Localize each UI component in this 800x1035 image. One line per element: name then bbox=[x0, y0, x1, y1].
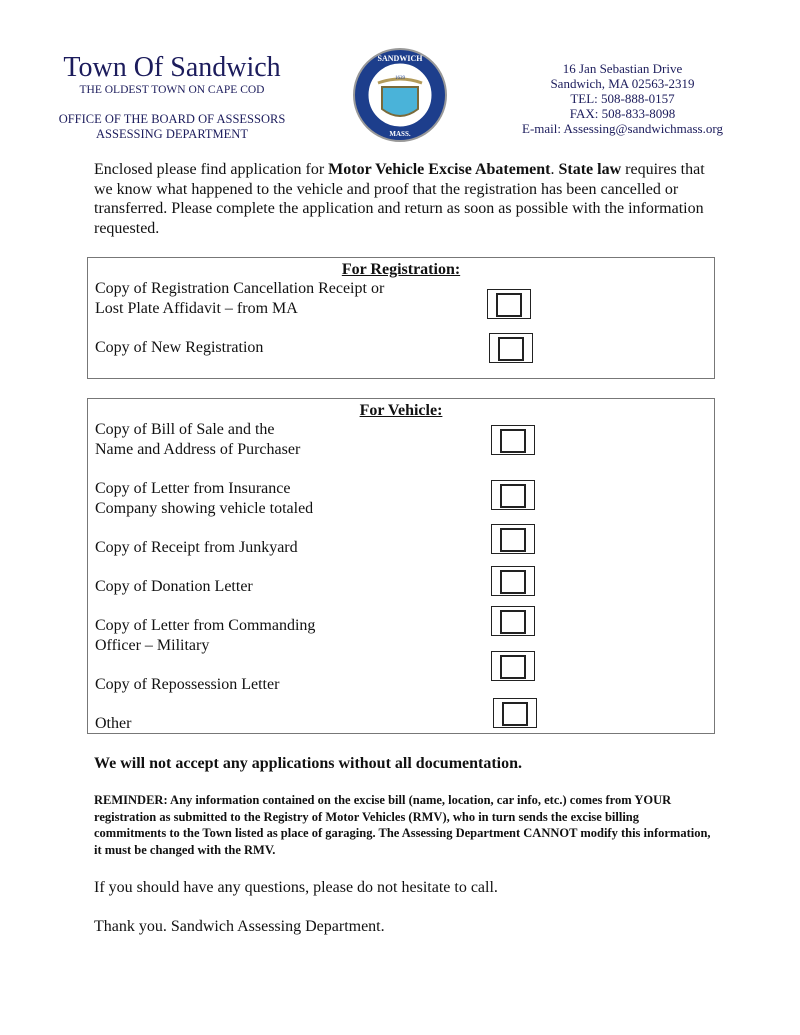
questions-text: If you should have any questions, please do not hesitate to call. bbox=[94, 879, 498, 896]
registration-section bbox=[87, 257, 715, 379]
checkbox-cancellation-receipt[interactable] bbox=[487, 289, 531, 319]
checkbox-donation-letter[interactable] bbox=[491, 566, 535, 596]
list-item: Copy of New Registration bbox=[95, 339, 264, 356]
town-seal-logo bbox=[352, 47, 448, 143]
list-item: Copy of Letter from Insurance Company showing vehicle totaled bbox=[95, 480, 314, 517]
checkbox-other[interactable] bbox=[493, 698, 537, 728]
department-name: ASSESSING DEPARTMENT bbox=[96, 127, 248, 141]
checkbox-insurance-letter[interactable] bbox=[491, 480, 535, 510]
thanks-text: Thank you. Sandwich Assessing Department. bbox=[94, 918, 385, 935]
office-name: OFFICE OF THE BOARD OF ASSESSORS bbox=[58, 112, 286, 126]
checkbox-military-letter[interactable] bbox=[491, 606, 535, 636]
list-item: Copy of Donation Letter bbox=[95, 578, 253, 595]
list-item: Other bbox=[95, 715, 132, 732]
list-item: Copy of Letter from Commanding Officer – Military bbox=[95, 617, 316, 654]
list-item: Copy of Repossession Letter bbox=[95, 676, 280, 693]
checkbox-repossession-letter[interactable] bbox=[491, 651, 535, 681]
phone-line: TEL: 508-888-0157 bbox=[570, 91, 675, 106]
reminder-note: REMINDER: Any information contained on the excise bill (name, location, car info, etc.) comes from YOUR registration as submitted to the Registry of Motor Vehicles (RMV), who in turn sends the excise billing commitments to the Town listed as place of garaging. The Assessing Department CANNOT modify this information, it must be changed with the RMV. bbox=[94, 793, 711, 857]
intro-paragraph bbox=[94, 160, 714, 238]
documentation-warning: We will not accept any applications without all documentation. bbox=[94, 755, 523, 772]
vehicle-title: For Vehicle: bbox=[359, 402, 443, 419]
fax-line: FAX: 508-833-8098 bbox=[569, 106, 676, 121]
vehicle-section bbox=[87, 398, 715, 734]
checkbox-new-registration[interactable] bbox=[489, 333, 533, 363]
list-item: Copy of Receipt from Junkyard bbox=[95, 539, 298, 556]
intro-bold: Motor Vehicle Excise Abatement bbox=[328, 161, 551, 178]
city-line: Sandwich, MA 02563-2319 bbox=[550, 76, 695, 91]
svg-text:MASS.: MASS. bbox=[389, 130, 411, 138]
svg-text:SANDWICH: SANDWICH bbox=[377, 54, 423, 63]
intro-text: . bbox=[550, 161, 559, 178]
intro-text: Enclosed please find application for bbox=[94, 161, 329, 178]
registration-title: For Registration: bbox=[341, 261, 461, 278]
address-line: 16 Jan Sebastian Drive bbox=[562, 61, 683, 76]
tagline: THE OLDEST TOWN ON CAPE COD bbox=[79, 84, 265, 96]
contact-block bbox=[510, 61, 735, 136]
checkbox-junkyard-receipt[interactable] bbox=[491, 524, 535, 554]
intro-bold: State law bbox=[558, 161, 622, 178]
checkbox-bill-of-sale[interactable] bbox=[491, 425, 535, 455]
list-item: Copy of Bill of Sale and the Name and Address of Purchaser bbox=[95, 421, 301, 458]
town-title: Town Of Sandwich bbox=[63, 52, 281, 83]
intro-text: requires that we know what happened to the vehicle and proof that the registration has been cancelled or transferred. Please complete the application and return as soon as possible with the information requested. bbox=[94, 161, 705, 237]
svg-text:1639: 1639 bbox=[395, 76, 405, 81]
email-line: E-mail: Assessing@sandwichmass.org bbox=[522, 121, 723, 136]
list-item: Copy of Registration Cancellation Receipt or Lost Plate Affidavit – from MA bbox=[95, 280, 385, 317]
